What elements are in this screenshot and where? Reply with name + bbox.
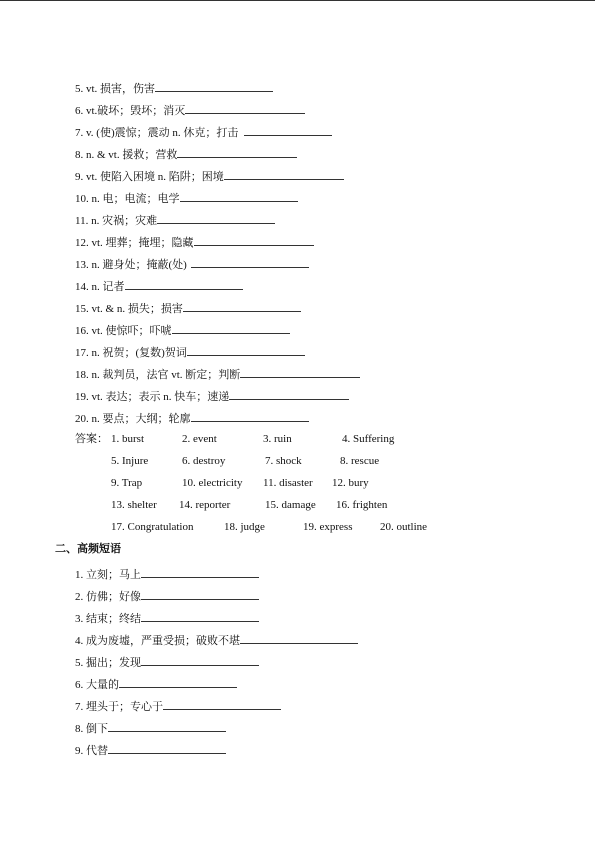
answer-blank[interactable] xyxy=(141,654,259,666)
vocab-item-text: 16. vt. 使惊吓；吓唬 xyxy=(75,325,172,337)
answer-item: 11. disaster xyxy=(263,477,313,489)
answer-item: 8. rescue xyxy=(340,455,380,467)
phrase-item-text: 7. 埋头于；专心于 xyxy=(75,701,163,713)
vocab-item xyxy=(75,102,305,118)
vocab-item xyxy=(75,146,297,162)
vocab-item xyxy=(75,344,305,360)
answer-blank[interactable] xyxy=(141,610,259,622)
answer-item: 2. event xyxy=(182,433,217,445)
answer-item: 7. shock xyxy=(265,455,302,467)
vocab-item-text: 17. n. 祝贺；(复数)贺词 xyxy=(75,347,187,359)
answer-item: 12. bury xyxy=(332,477,369,489)
phrase-item xyxy=(75,676,237,692)
vocab-item xyxy=(75,322,290,338)
phrase-item xyxy=(75,720,226,736)
answer-blank[interactable] xyxy=(244,124,332,136)
answer-item: 17. Congratulation xyxy=(111,521,194,533)
answer-blank[interactable] xyxy=(194,234,314,246)
answer-blank[interactable] xyxy=(141,566,259,578)
section-title: 二、高频短语 xyxy=(55,542,121,555)
vocab-item-text: 5. vt. 损害，伤害 xyxy=(75,83,156,95)
vocab-item-text: 18. n. 裁判员，法官 vt. 断定；判断 xyxy=(75,369,241,381)
vocab-item-text: 19. vt. 表达；表示 n. 快车；速递 xyxy=(75,391,230,403)
answer-item: 3. ruin xyxy=(263,433,292,445)
phrase-item-text: 1. 立刻；马上 xyxy=(75,569,141,581)
vocab-item-text: 11. n. 灾祸；灾难 xyxy=(75,215,158,227)
answers-label: 答案： xyxy=(75,433,108,445)
vocab-item-text: 13. n. 避身处；掩蔽(处) xyxy=(75,259,187,271)
vocab-item-text: 20. n. 要点；大纲；轮廓 xyxy=(75,413,191,425)
vocab-item-text: 6. vt.破坏；毁坏；消灭 xyxy=(75,105,186,117)
answer-item: 15. damage xyxy=(265,499,316,511)
phrase-item xyxy=(75,654,259,670)
vocab-item xyxy=(75,388,349,404)
phrase-item-text: 8. 倒下 xyxy=(75,723,108,735)
vocab-item xyxy=(75,168,344,184)
phrase-item-text: 9. 代替 xyxy=(75,745,108,757)
phrase-item xyxy=(75,610,259,626)
answer-item: 10. electricity xyxy=(182,477,243,489)
answer-blank[interactable] xyxy=(163,698,281,710)
vocab-item xyxy=(75,300,301,316)
answer-blank[interactable] xyxy=(191,410,309,422)
phrase-item-text: 2. 仿佛；好像 xyxy=(75,591,141,603)
answer-blank[interactable] xyxy=(187,344,305,356)
answer-blank[interactable] xyxy=(141,588,259,600)
answer-blank[interactable] xyxy=(108,742,226,754)
answer-item: 9. Trap xyxy=(111,477,143,489)
vocab-item-text: 14. n. 记者 xyxy=(75,281,125,293)
phrase-item xyxy=(75,742,226,758)
answer-item: 14. reporter xyxy=(179,499,231,511)
answer-blank[interactable] xyxy=(191,256,309,268)
answer-blank[interactable] xyxy=(125,278,243,290)
vocab-item xyxy=(75,278,243,294)
vocab-item-text: 15. vt. & n. 损失；损害 xyxy=(75,303,183,315)
answer-blank[interactable] xyxy=(155,80,273,92)
answer-blank[interactable] xyxy=(240,366,360,378)
answer-blank[interactable] xyxy=(224,168,344,180)
phrase-item xyxy=(75,588,259,604)
vocab-item xyxy=(75,256,309,272)
answer-item: 18. judge xyxy=(224,521,265,533)
phrase-item-text: 4. 成为废墟，严重受损；破败不堪 xyxy=(75,635,240,647)
answer-item: 5. Injure xyxy=(111,455,149,467)
vocab-item xyxy=(75,190,298,206)
vocab-item-text: 10. n. 电；电流；电学 xyxy=(75,193,180,205)
phrase-item-text: 3. 结束；终结 xyxy=(75,613,141,625)
vocab-item xyxy=(75,124,332,140)
answer-item: 13. shelter xyxy=(111,499,157,511)
vocab-item-text: 12. vt. 埋葬；掩埋；隐藏 xyxy=(75,237,194,249)
vocab-item xyxy=(75,366,360,382)
vocab-item-text: 9. vt. 使陷入困境 n. 陷阱；困境 xyxy=(75,171,224,183)
vocab-item-text: 7. v. (使)震惊；震动 n. 休克；打击 xyxy=(75,127,239,139)
vocab-item xyxy=(75,410,309,426)
answer-blank[interactable] xyxy=(240,632,358,644)
phrase-item xyxy=(75,632,358,648)
answer-blank[interactable] xyxy=(157,212,275,224)
answer-item: 6. destroy xyxy=(182,455,226,467)
vocab-item xyxy=(75,212,275,228)
answer-blank[interactable] xyxy=(177,146,297,158)
phrase-item-text: 5. 掘出；发现 xyxy=(75,657,141,669)
vocab-item xyxy=(75,234,314,250)
answer-item: 20. outline xyxy=(380,521,428,533)
answer-blank[interactable] xyxy=(108,720,226,732)
phrase-item-text: 6. 大量的 xyxy=(75,679,119,691)
vocab-item xyxy=(75,80,273,96)
answer-blank[interactable] xyxy=(172,322,290,334)
answer-item: 4. Suffering xyxy=(342,433,395,445)
answer-blank[interactable] xyxy=(119,676,237,688)
answer-blank[interactable] xyxy=(185,102,305,114)
vocab-item-text: 8. n. & vt. 援救；营救 xyxy=(75,149,178,161)
answer-blank[interactable] xyxy=(180,190,298,202)
phrase-item xyxy=(75,698,281,714)
answer-blank[interactable] xyxy=(229,388,349,400)
answer-item: 16. frighten xyxy=(336,499,388,511)
answer-item: 1. burst xyxy=(111,433,144,445)
page-top-rule xyxy=(0,0,595,1)
phrase-item xyxy=(75,566,259,582)
answer-blank[interactable] xyxy=(183,300,301,312)
answer-item: 19. express xyxy=(303,521,353,533)
